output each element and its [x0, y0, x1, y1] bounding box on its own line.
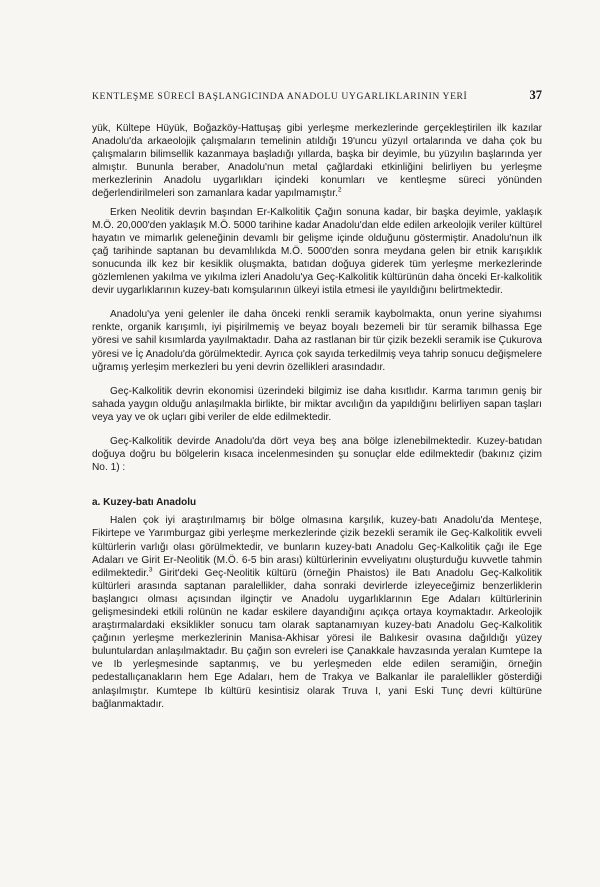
running-header: [92, 88, 542, 103]
header-title: KENTLEŞME SÜRECİ BAŞLANGICINDA ANADOLU UYGARLIKLARININ YERİ: [92, 91, 468, 102]
section-text-part-2: Girit'deki Geç-Neolitik kültürü (örneğin Phaistos) ile Batı Anadolu Geç-Kalkolitik kültürleri arasında saptanan paralellikler, daha sonraki devirlerde izleyeceğimiz benzerliklerin başlangıcı olması açısından ilginçtir ve Anadolu uygarlıklarının Ege Adaları kültürlerinin gelişmesindeki etkili rolünün ne kadar eskilere dayandığını açıkça ortaya koymaktadır. Arkeolojik araştırmalardaki eksiklikler sonucu tam olarak saptanamıyan kuzey-batı Anadolu Geç-Kalkolitik çağının yerleşme merkezlerinin Manisa-Akhisar yöresi ile Balıkesir ovasına dağıldığı yüzey buluntulardan anlaşılmaktadır. Bu çağın son evreleri ise Çanakkale havzasında yeralan Kumtepe Ia ve Ib yerleşmesinde saptanmış, ve bu yerleşmeden elde edilen seramiğin, örneğin pedestallıçanakların hem Ege Adaları, hem de Trakya ve Balkanlar ile paralellikler gösterdiği anlaşılmıştır. Kumtepe Ib kültürü kesintisiz olarak Truva I, yani Eski Tunç devri kültürüne bağlanmaktadır.: [92, 567, 542, 710]
footnote-marker: 2: [337, 187, 342, 195]
section-text-part-1: Halen çok iyi araştırılmamış bir bölge olmasına karşılık, kuzey-batı Anadolu'da Menteşe, Fikirtepe ve Yarımburgaz gibi yerleşme merkezlerinde çizik bezekli seramik ile Geç-Kalkolitik evveli kültürlerin varlığı olası görülmektedir, ve bunların kuzey-batı Anadolu Geç-Kalkolitik çağı ile Ege Adaları ve Girit Er-Neolitik (M.Ö. 6-5 bin arası) kültürlerinin evveliyatını oluşturduğu kuvvetle tahmin edilmektedir.: [92, 515, 542, 579]
paragraph-1: [92, 122, 542, 201]
body-text: [92, 122, 542, 711]
paragraph-3: Anadolu'ya yeni gelenler ile daha önceki renkli seramik kaybolmakta, onun yerine siyahımsı renkte, organik karışımlı, iyi pişirilmemiş ve beyaz boyalı bezemeli bir tür seramik bilhassa Ege yöresi ve sahil kısımlarda yayılmaktadır. Daha az rastlanan bir tür çizik bezekli seramik ise Çukurova yöresi ve İç Anadolu'da görülmektedir. Ayrıca çok sayıda terkedilmiş veya tahrip sonucu değişmelere uğramış yerleşim merkezleri bu yeni devrin özellikleri arasındadır.: [92, 309, 542, 373]
paragraph-5: Geç-Kalkolitik devirde Anadolu'da dört veya beş ana bölge izlenebilmektedir. Kuzey-batıdan doğuya doğru bu bölgelerin kısaca incelenmesinden şu sonuçlar elde edilmektedir (bakınız çizim No. 1) :: [92, 435, 542, 474]
section-paragraph: [92, 514, 542, 710]
footnote-marker: 3: [148, 566, 153, 574]
paragraph-text: yük, Kültepe Hüyük, Boğazköy-Hattuşaş gibi yerleşme merkezlerinde gerçekleştirilen ilk kazılar Anadolu'da arkaeolojik çalışmaların temelinin atıldığı 19'uncu yüzyıl ortalarında ve daha çok bu çalışmaların bilimsellik kazanmaya başladığı yıllarda, başka bir deyimle, bu yüzyılın başlarında yer almıştır. Bununla beraber, Anadolu'nun metal çağlardaki etkinliğini belirliyen bu yerleşme merkezlerinin Anadolu uygarlıkları içindeki konumları ve kentleşme süreci yönünden değerlendirilmeleri son zamanlara kadar yapılmamıştır.: [92, 123, 542, 200]
paragraph-2: Erken Neolitik devrin başından Er-Kalkolitik Çağın sonuna kadar, bir başka deyimle, yaklaşık M.Ö. 20,000'den yaklaşık M.Ö. 5000 tarihine kadar Anadolu'dan elde edilen arkeolojik veriler kültürel hayatın ve mimarlık geleneğinin devamlı bir gelişme içinde olduğunu göstermiştir. Anadolu'nun ilk çağ tarihinde saptanan bu devamlılıkda M.Ö. 5000'den sonra meydana gelen bir etnik karışıklık sonucunda ilk kez bir kesiklik oluşmakta, batıdan doğuya giderek tüm yerleşme merkezlerinde gözlemlenen yakılma ve yıkılma izleri Anadolu'ya Geç-Kalkolitik kültürünün daha önceki Er-kalkolitik devir uygarlıklarının kuzey-batı komşularının ülkeyi istila etmesi ile yayıldığını belirtmektedir.: [92, 206, 542, 297]
section-heading: a. Kuzey-batı Anadolu: [92, 497, 197, 509]
page-number: 37: [529, 88, 542, 102]
paragraph-4: Geç-Kalkolitik devrin ekonomisi üzerindeki bilgimiz ise daha kısıtlıdır. Karma tarımın geniş bir sahada yaygın olduğu anlaşılmakla birlikte, bir miktar avcılığın da yapıldığını belirliyen sapan taşları veya yay ve ok uçları gibi veriler de elde edilmektedir.: [92, 385, 542, 423]
